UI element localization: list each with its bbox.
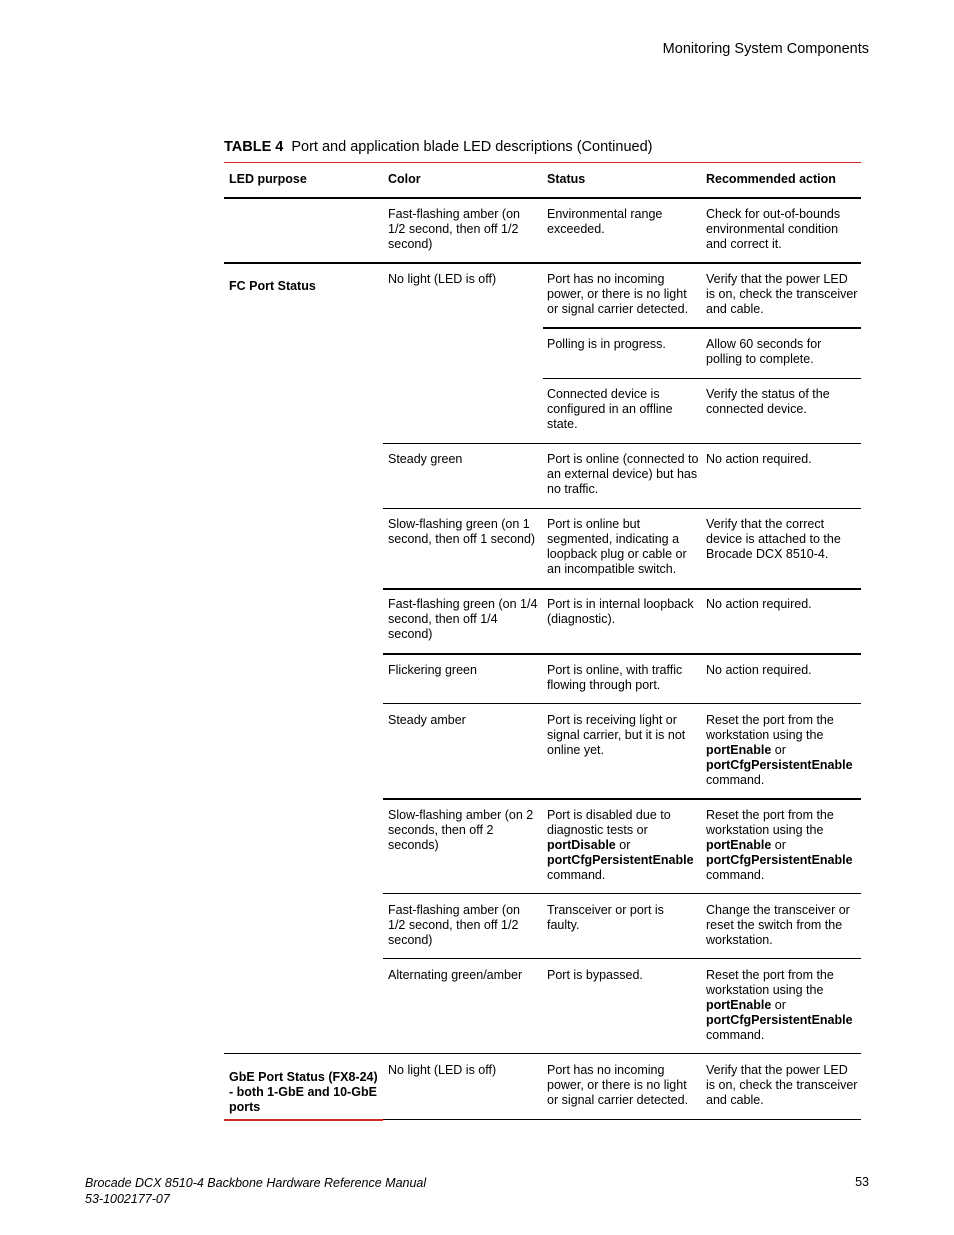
color-cell: Slow-flashing green (on 1 second, then off 1 second) xyxy=(388,517,536,546)
color-cell: Flickering green xyxy=(388,663,477,677)
action-cell: No action required. xyxy=(706,663,812,677)
row-divider xyxy=(383,588,861,590)
document-id: 53-1002177-07 xyxy=(85,1192,170,1206)
status-cell: Connected device is configured in an offline state. xyxy=(547,387,673,431)
action-cell: Allow 60 seconds for polling to complete. xyxy=(706,337,822,366)
status-cell: Port is receiving light or signal carrier, but it is not online yet. xyxy=(547,713,686,757)
row-divider xyxy=(224,1053,861,1054)
status-cell: Port is disabled due to diagnostic tests or portDisable or portCfgPersistentEnable command. xyxy=(547,808,694,882)
action-cell: Reset the port from the workstation using the portEnable or portCfgPersistentEnable command. xyxy=(706,713,853,787)
action-cell: Verify that the power LED is on, check the transceiver and cable. xyxy=(706,272,858,316)
color-cell: Steady green xyxy=(388,452,463,466)
action-cell: Reset the port from the workstation using the portEnable or portCfgPersistentEnable command. xyxy=(706,808,853,882)
status-cell: Transceiver or port is faulty. xyxy=(547,903,664,932)
color-cell: Steady amber xyxy=(388,713,466,727)
action-cell: Verify that the correct device is attached to the Brocade DCX 8510-4. xyxy=(706,517,841,561)
row-divider xyxy=(383,1119,861,1120)
row-divider xyxy=(383,893,861,894)
status-cell: Port is in internal loopback (diagnostic). xyxy=(547,597,694,626)
table-bottom-accent xyxy=(224,1119,383,1121)
header-rule xyxy=(224,197,861,199)
status-cell: Polling is in progress. xyxy=(547,337,666,351)
row-divider xyxy=(383,958,861,959)
caption-rule xyxy=(224,162,861,163)
page-number: 53 xyxy=(855,1175,869,1189)
color-cell: Alternating green/amber xyxy=(388,968,523,982)
header-led-purpose: LED purpose xyxy=(229,172,307,186)
action-cell: Change the transceiver or reset the switch from the workstation. xyxy=(706,903,850,947)
status-cell: Port has no incoming power, or there is no light or signal carrier detected. xyxy=(547,272,689,316)
header-color: Color xyxy=(388,172,421,186)
status-cell: Port is online (connected to an external device) but has no traffic. xyxy=(547,452,699,496)
table-number: TABLE 4 xyxy=(224,139,284,155)
color-cell: Slow-flashing amber (on 2 seconds, then off 2 seconds) xyxy=(388,808,534,852)
status-cell: Port is online, with traffic flowing through port. xyxy=(547,663,683,692)
action-cell: Reset the port from the workstation using the portEnable or portCfgPersistentEnable command. xyxy=(706,968,853,1042)
row-divider xyxy=(383,443,861,444)
action-cell: Verify the status of the connected device. xyxy=(706,387,830,416)
color-cell: No light (LED is off) xyxy=(388,1063,497,1077)
color-cell: Fast-flashing green (on 1/4 second, then off 1/4 second) xyxy=(388,597,538,641)
status-cell: Port is online but segmented, indicating a loopback plug or cable or an incompatible switch. xyxy=(547,517,687,576)
action-cell: Verify that the power LED is on, check the transceiver and cable. xyxy=(706,1063,858,1107)
status-cell: Port has no incoming power, or there is no light or signal carrier detected. xyxy=(547,1063,689,1107)
row-divider xyxy=(383,703,861,704)
manual-title: Brocade DCX 8510-4 Backbone Hardware Reference Manual xyxy=(85,1176,427,1190)
table-title: Port and application blade LED descriptions (Continued) xyxy=(291,139,653,155)
status-cell: Environmental range exceeded. xyxy=(547,207,663,236)
table-caption xyxy=(224,139,652,155)
section-header: Monitoring System Components xyxy=(662,41,869,57)
row-divider xyxy=(383,653,861,655)
color-cell: Fast-flashing amber (on 1/2 second, then off 1/2 second) xyxy=(388,903,521,947)
action-cell: No action required. xyxy=(706,597,812,611)
header-status: Status xyxy=(547,172,586,186)
row-divider xyxy=(543,378,861,379)
status-cell: Port is bypassed. xyxy=(547,968,643,982)
color-cell: No light (LED is off) xyxy=(388,272,497,286)
footer-left xyxy=(85,1175,426,1207)
header-recommended-action: Recommended action xyxy=(706,172,836,186)
row-divider xyxy=(543,327,861,329)
row-divider xyxy=(224,262,861,264)
row-divider xyxy=(383,508,861,509)
row-divider xyxy=(383,798,861,800)
action-cell: Check for out-of-bounds environmental condition and correct it. xyxy=(706,207,841,251)
led-purpose-cell: GbE Port Status (FX8-24) - both 1-GbE and 10-GbE ports xyxy=(229,1070,378,1114)
led-purpose-cell: FC Port Status xyxy=(229,279,316,293)
color-cell: Fast-flashing amber (on 1/2 second, then off 1/2 second) xyxy=(388,207,521,251)
action-cell: No action required. xyxy=(706,452,812,466)
